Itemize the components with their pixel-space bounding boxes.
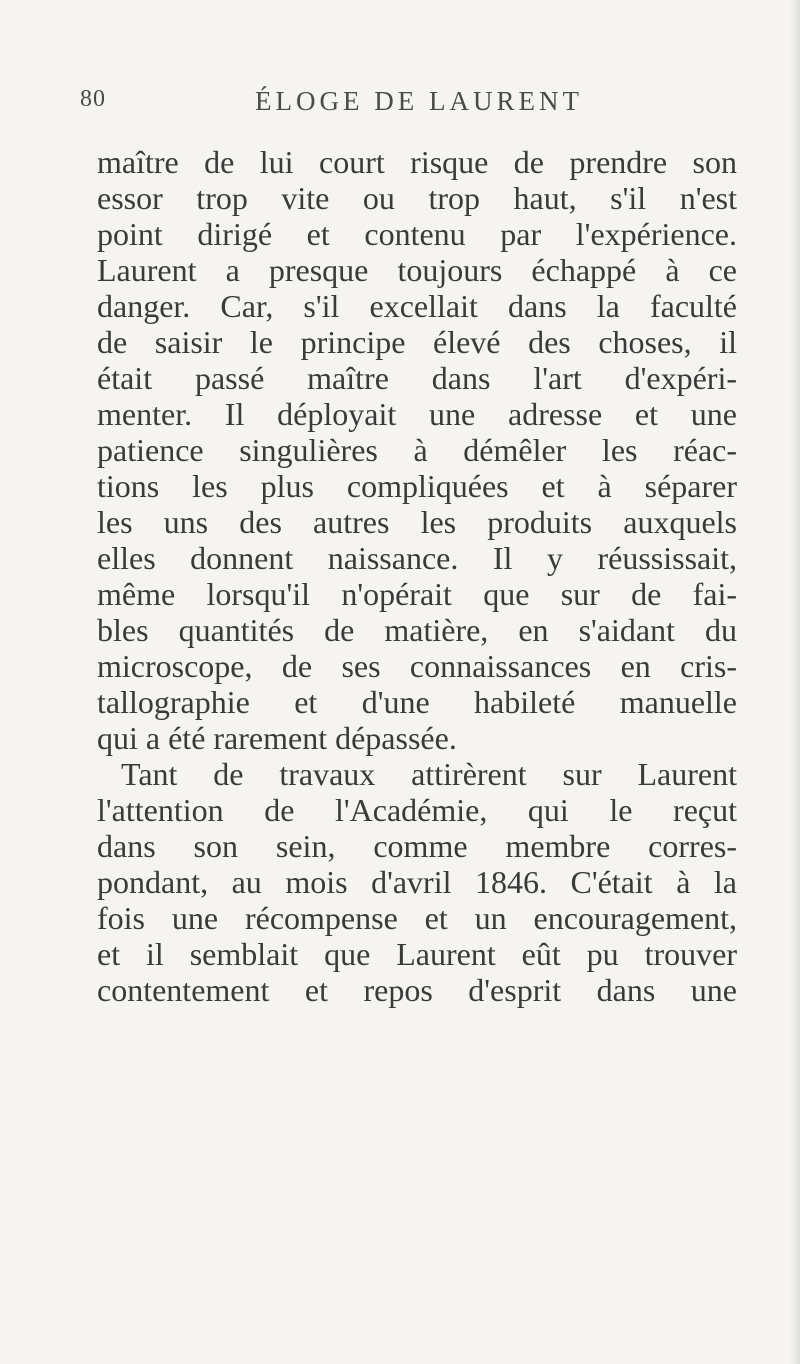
text-line: tions les plus compliquées et à séparer xyxy=(97,468,737,504)
running-head-title: ÉLOGE DE LAURENT xyxy=(255,86,583,116)
text-line: les uns des autres les produits auxquels xyxy=(97,504,737,540)
text-line: fois une récompense et un encouragement, xyxy=(97,900,737,936)
text-line: contentement et repos d'esprit dans une xyxy=(97,972,737,1008)
text-line: danger. Car, s'il excellait dans la faculté xyxy=(97,288,737,324)
text-line: était passé maître dans l'art d'expéri- xyxy=(97,360,737,396)
text-line: l'attention de l'Académie, qui le reçut xyxy=(97,792,737,828)
page-edge-shadow xyxy=(790,0,800,1364)
running-head xyxy=(80,86,740,126)
text-line: même lorsqu'il n'opérait que sur de fai- xyxy=(97,576,737,612)
text-line: qui a été rarement dépassée. xyxy=(97,720,457,756)
text-line: menter. Il déployait une adresse et une xyxy=(97,396,737,432)
text-line: patience singulières à démêler les réac- xyxy=(97,432,737,468)
text-line: dans son sein, comme membre corres- xyxy=(97,828,737,864)
text-line: elles donnent naissance. Il y réussissait, xyxy=(97,540,737,576)
text-line: essor trop vite ou trop haut, s'il n'est xyxy=(97,180,737,216)
text-line: et il semblait que Laurent eût pu trouver xyxy=(97,936,737,972)
text-line: bles quantités de matière, en s'aidant du xyxy=(97,612,737,648)
body-text xyxy=(97,144,737,1008)
page-number: 80 xyxy=(80,86,106,112)
text-line: tallographie et d'une habileté manuelle xyxy=(97,684,737,720)
text-line: point dirigé et contenu par l'expérience. xyxy=(97,216,737,252)
text-line: microscope, de ses connaissances en cris- xyxy=(97,648,737,684)
text-line: de saisir le principe élevé des choses, il xyxy=(97,324,737,360)
text-line: pondant, au mois d'avril 1846. C'était à la xyxy=(97,864,737,900)
paragraph-start-line: Tant de travaux attirèrent sur Laurent xyxy=(121,756,737,792)
text-line: maître de lui court risque de prendre son xyxy=(97,144,737,180)
text-line: Laurent a presque toujours échappé à ce xyxy=(97,252,737,288)
